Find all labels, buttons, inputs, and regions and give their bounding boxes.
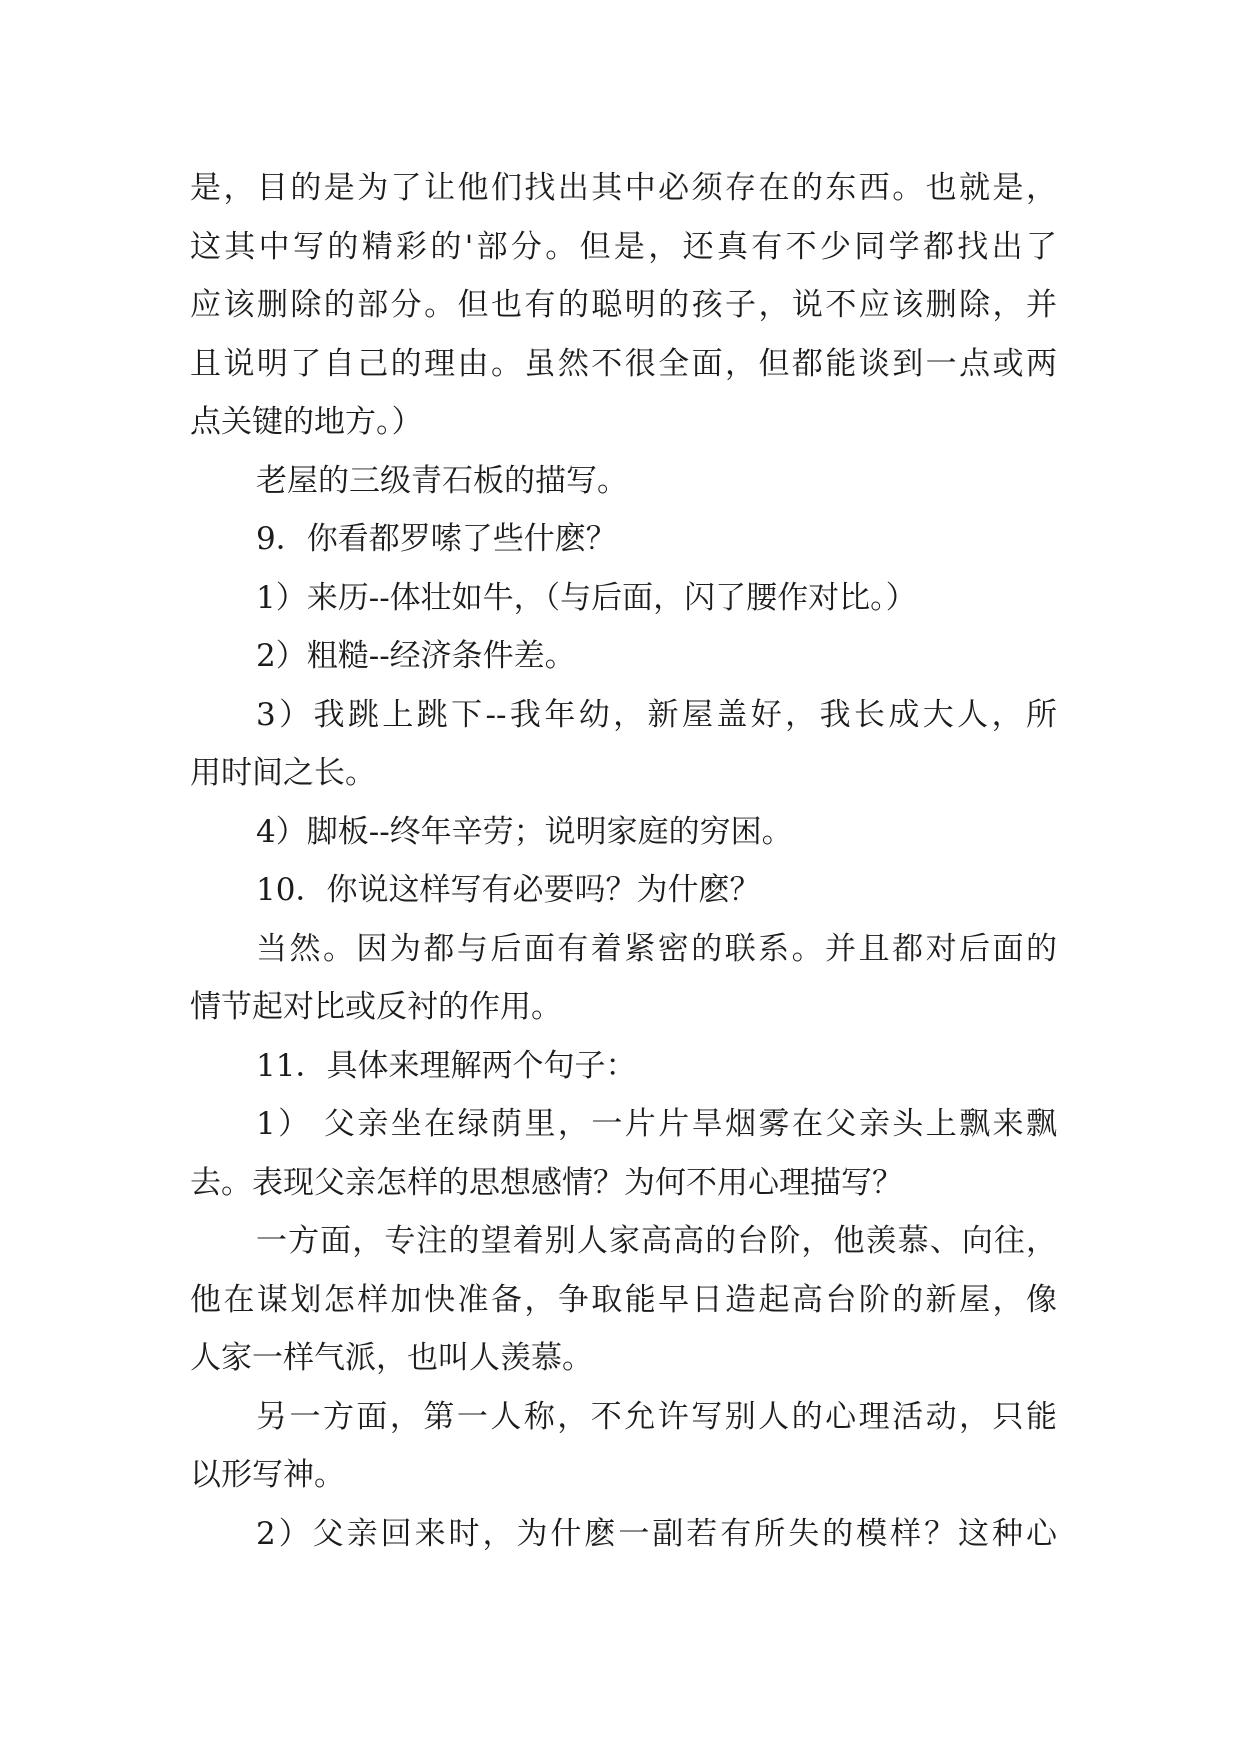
paragraph — [190, 159, 1057, 452]
paragraph — [190, 1388, 1057, 1505]
text-line: 应该删除的部分。但也有的聪明的孩子，说不应该删除，并 — [190, 287, 1057, 323]
text-line: 且说明了自己的理由。虽然不很全面，但都能谈到一点或两 — [190, 345, 1057, 382]
paragraph — [190, 452, 1057, 511]
text-line: 他在谋划怎样加快准备，争取能早日造起高台阶的新屋，像 — [190, 1281, 1057, 1318]
text-line: 用时间之长。 — [190, 755, 376, 791]
question-line: 9．你看都罗嗦了些什麽？ — [256, 521, 617, 557]
paragraph — [190, 1505, 1057, 1564]
question-line: 11．具体来理解两个句子： — [256, 1047, 637, 1084]
text-line: 是，目的是为了让他们找出其中必须存在的东西。也就是， — [190, 170, 1057, 206]
paragraph — [190, 920, 1057, 1037]
text-line: 当然。因为都与后面有着紧密的联系。并且都对后面的 — [256, 930, 1057, 967]
question-line: 10．你说这样写有必要吗？为什麽？ — [256, 872, 761, 908]
list-item-line: 1）来历--体壮如牛，（与后面，闪了腰作对比。） — [256, 579, 917, 616]
list-item-line: 2）父亲回来时，为什麽一副若有所失的模样？这种心 — [256, 1515, 1057, 1552]
list-item-line: 2）粗糙--经济条件差。 — [256, 638, 576, 674]
text-line: 一方面，专注的望着别人家高高的台阶，他羡慕、向往， — [256, 1223, 1057, 1259]
body-text — [190, 159, 1057, 1563]
paragraph — [190, 803, 1057, 862]
paragraph — [190, 861, 1057, 920]
text-line: 人家一样气派，也叫人羡慕。 — [190, 1340, 593, 1376]
text-line: 点关键的地方。） — [190, 404, 423, 440]
text-line: 另一方面，第一人称，不允许写别人的心理活动，只能 — [256, 1398, 1057, 1435]
list-item-line: 1） 父亲坐在绿荫里，一片片旱烟雾在父亲头上飘来飘 — [256, 1106, 1057, 1142]
paragraph — [190, 1037, 1057, 1096]
text-line: 情节起对比或反衬的作用。 — [190, 989, 562, 1025]
paragraph — [190, 1212, 1057, 1388]
paragraph — [190, 569, 1057, 628]
text-line: 去。表现父亲怎样的思想感情？为何不用心理描写？ — [190, 1164, 903, 1201]
paragraph — [190, 686, 1057, 803]
text-line: 老屋的三级青石板的描写。 — [256, 462, 628, 499]
paragraph — [190, 1095, 1057, 1212]
list-item-line: 4）脚板--终年辛劳；说明家庭的穷困。 — [256, 813, 793, 850]
list-item-line: 3）我跳上跳下--我年幼，新屋盖好，我长成大人，所 — [256, 696, 1057, 733]
paragraph — [190, 510, 1057, 569]
text-line: 以形写神。 — [190, 1457, 345, 1493]
paragraph — [190, 627, 1057, 686]
text-line: 这其中写的精彩的'部分。但是，还真有不少同学都找出了 — [190, 228, 1057, 265]
